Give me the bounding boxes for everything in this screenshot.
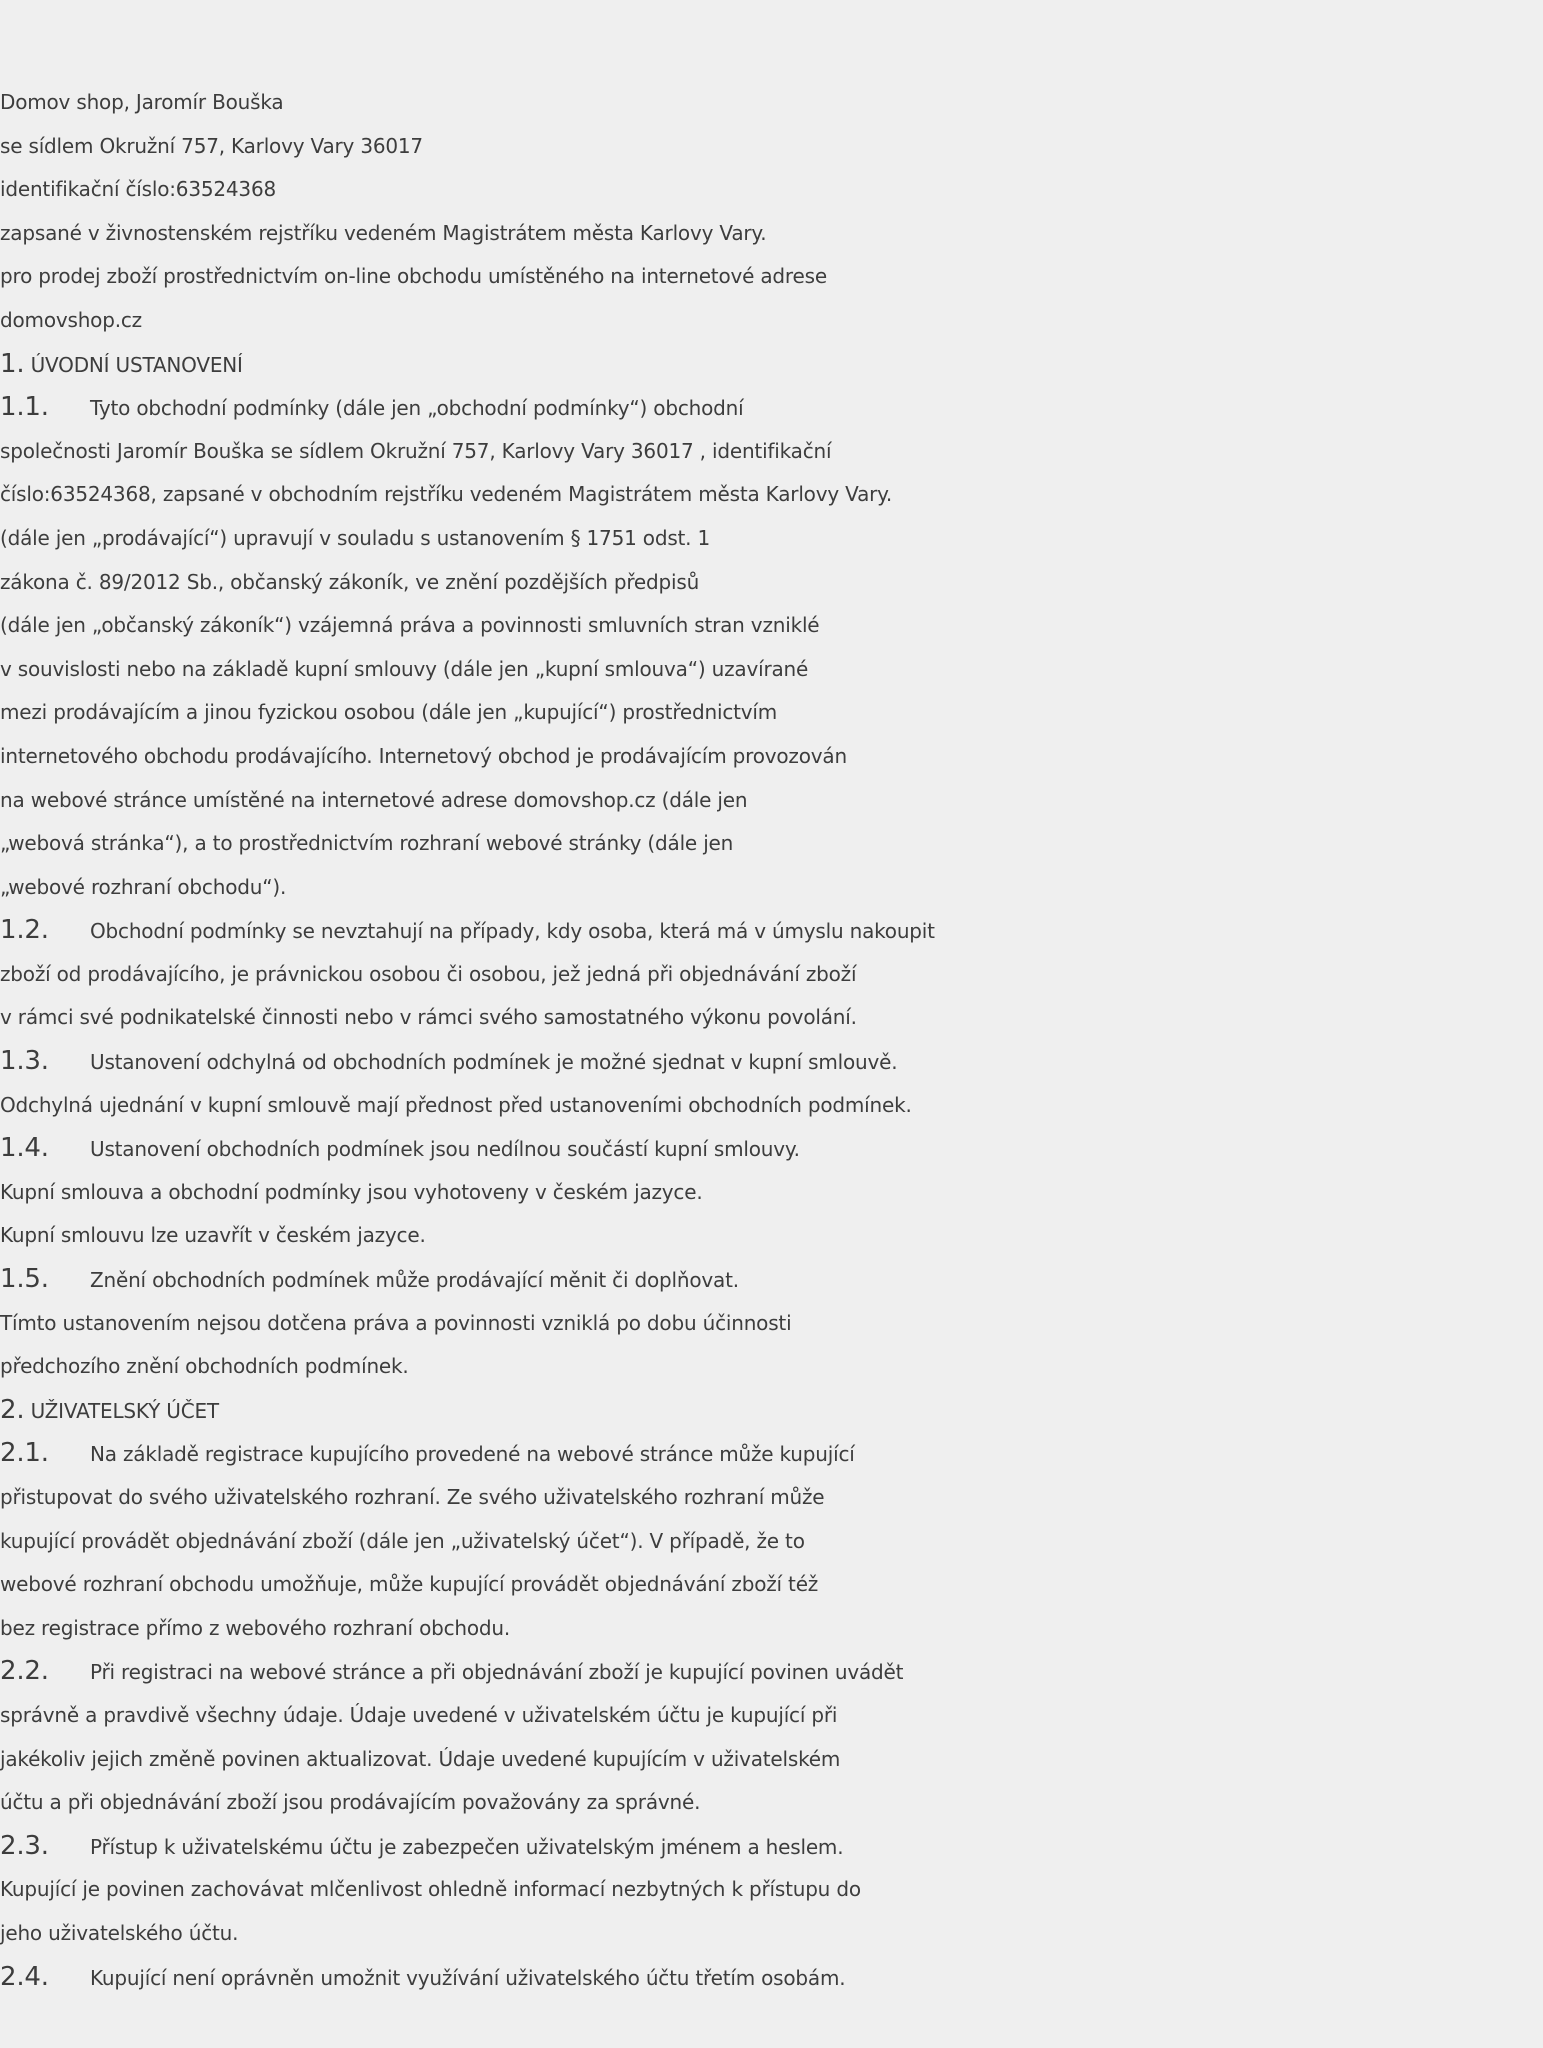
line-text: „webové rozhraní obchodu“). [0,874,287,899]
section-heading [0,1389,1543,1433]
line-text: domovshop.cz [0,307,142,332]
line-text: v rámci své podnikatelské činnosti nebo v rámci svého samostatného výkonu povolání. [0,1005,857,1030]
text-line [0,1432,1543,1476]
line-text: identifikační číslo:63524368 [0,177,277,202]
text-line [0,1258,1543,1302]
text-line [0,953,1543,997]
text-line [0,1825,1543,1869]
line-text: účtu a při objednávání zboží jsou prodávajícím považovány za správné. [0,1790,701,1815]
text-line [0,1781,1543,1825]
line-text: Při registraci na webové stránce a při objednávání zboží je kupující povinen uvádět [90,1660,904,1685]
text-line [0,1084,1543,1128]
clause-number: 2.2. [0,1656,49,1687]
text-line [0,1868,1543,1912]
section-title: UŽIVATELSKÝ ÚČET [30,1398,219,1423]
line-text: Tyto obchodní podmínky (dále jen „obchodní podmínky“) obchodní [90,396,744,421]
line-text: přistupovat do svého uživatelského rozhraní. Ze svého uživatelského rozhraní může [0,1485,825,1509]
line-text: Domov shop, Jaromír Bouška [0,90,284,114]
text-line [0,1127,1543,1171]
line-text: Odchylná ujednání v kupní smlouvě mají přednost před ustanoveními obchodních podmínek. [0,1092,912,1117]
text-line [0,386,1543,430]
text-line [0,1650,1543,1694]
text-line [0,1738,1543,1782]
line-text: Kupující není oprávněn umožnit využívání uživatelského účtu třetím osobám. [90,1965,846,1990]
text-line [0,1171,1543,1215]
line-text: Kupní smlouvu lze uzavřít v českém jazyce. [0,1223,426,1248]
line-text: správně a pravdivě všechny údaje. Údaje uvedené v uživatelském účtu je kupující při [0,1702,838,1727]
terms-document [0,81,1543,1999]
text-line [0,1607,1543,1651]
line-text: (dále jen „prodávající“) upravují v souladu s ustanovením § 1751 odst. 1 [0,525,711,550]
section-number: 2. [0,1394,25,1425]
section-number: 1. [0,348,25,379]
text-line [0,255,1543,299]
line-text: Přístup k uživatelskému účtu je zabezpečen uživatelským jménem a heslem. [90,1834,844,1859]
text-line [0,1563,1543,1607]
clause-number: 1.1. [0,392,49,423]
line-text: na webové stránce umístěné na internetové adrese domovshop.cz (dále jen [0,787,748,812]
text-line [0,168,1543,212]
line-text: Znění obchodních podmínek může prodávající měnit či doplňovat. [90,1268,739,1293]
text-line [0,1214,1543,1258]
line-text: společnosti Jaromír Bouška se sídlem Okružní 757, Karlovy Vary 36017 , identifikační [0,438,832,463]
text-line [0,212,1543,256]
text-line [0,1345,1543,1389]
line-text: Ustanovení odchylná od obchodních podmínek je možné sjednat v kupní smlouvě. [90,1050,898,1075]
text-line [0,1302,1543,1346]
line-text: předchozího znění obchodních podmínek. [0,1354,409,1379]
text-line [0,1694,1543,1738]
text-line [0,1520,1543,1564]
clause-number: 1.4. [0,1133,49,1164]
text-line [0,866,1543,910]
line-text: internetového obchodu prodávajícího. Internetový obchod je prodávajícím provozován [0,743,847,768]
clause-number: 1.2. [0,915,49,946]
section-heading [0,343,1543,387]
line-text: „webová stránka“), a to prostřednictvím rozhraní webové stránky (dále jen [0,831,734,856]
clause-number: 1.5. [0,1264,49,1295]
line-text: Tímto ustanovením nejsou dotčena práva a povinnosti vzniklá po dobu účinnosti [0,1310,792,1335]
text-line [0,909,1543,953]
line-text: Kupní smlouva a obchodní podmínky jsou vyhotoveny v českém jazyce. [0,1179,703,1204]
text-line [0,691,1543,735]
line-text: Kupující je povinen zachovávat mlčenlivost ohledně informací nezbytných k přístupu do [0,1877,861,1902]
text-line [0,996,1543,1040]
line-text: bez registrace přímo z webového rozhraní obchodu. [0,1615,511,1640]
line-text: jeho uživatelského účtu. [0,1920,239,1945]
clause-number: 2.1. [0,1438,49,1469]
text-line [0,1912,1543,1956]
text-line [0,125,1543,169]
text-line [0,517,1543,561]
text-line [0,1040,1543,1084]
text-line [0,299,1543,343]
line-text: kupující provádět objednávání zboží (dále jen „uživatelský účet“). V případě, že to [0,1528,805,1553]
clause-number: 1.3. [0,1046,49,1077]
text-line [0,822,1543,866]
line-text: Obchodní podmínky se nevztahují na případy, kdy osoba, která má v úmyslu nakoupit [90,919,935,944]
clause-number: 2.3. [0,1830,49,1861]
line-text: mezi prodávajícím a jinou fyzickou osobou (dále jen „kupující“) prostřednictvím [0,700,778,725]
line-text: jakékoliv jejich změně povinen aktualizovat. Údaje uvedené kupujícím v uživatelském [0,1746,841,1771]
line-text: webové rozhraní obchodu umožňuje, může kupující provádět objednávání zboží též [0,1572,819,1597]
line-text: zboží od prodávajícího, je právnickou osobou či osobou, jež jedná při objednávání zboží [0,961,857,986]
section-title: ÚVODNÍ USTANOVENÍ [30,352,243,377]
line-text: se sídlem Okružní 757, Karlovy Vary 36017 [0,133,423,158]
line-text: (dále jen „občanský zákoník“) vzájemná práva a povinnosti smluvních stran vzniklé [0,613,820,638]
line-text: Ustanovení obchodních podmínek jsou nedílnou součástí kupní smlouvy. [90,1137,800,1162]
text-line [0,81,1543,125]
text-line [0,648,1543,692]
line-text: v souvislosti nebo na základě kupní smlouvy (dále jen „kupní smlouva“) uzavírané [0,656,809,681]
text-line [0,473,1543,517]
text-line [0,604,1543,648]
text-line [0,1956,1543,2000]
text-line [0,1476,1543,1520]
clause-number: 2.4. [0,1961,49,1992]
text-line [0,735,1543,779]
text-line [0,561,1543,605]
line-text: číslo:63524368, zapsané v obchodním rejstříku vedeném Magistrátem města Karlovy Vary. [0,482,893,507]
text-line [0,430,1543,474]
line-text: Na základě registrace kupujícího provedené na webové stránce může kupující [90,1442,855,1467]
text-line [0,779,1543,823]
line-text: pro prodej zboží prostřednictvím on-line obchodu umístěného na internetové adrese [0,264,827,289]
line-text: zapsané v živnostenském rejstříku vedeném Magistrátem města Karlovy Vary. [0,220,767,245]
line-text: zákona č. 89/2012 Sb., občanský zákoník, ve znění pozdějších předpisů [0,569,700,594]
